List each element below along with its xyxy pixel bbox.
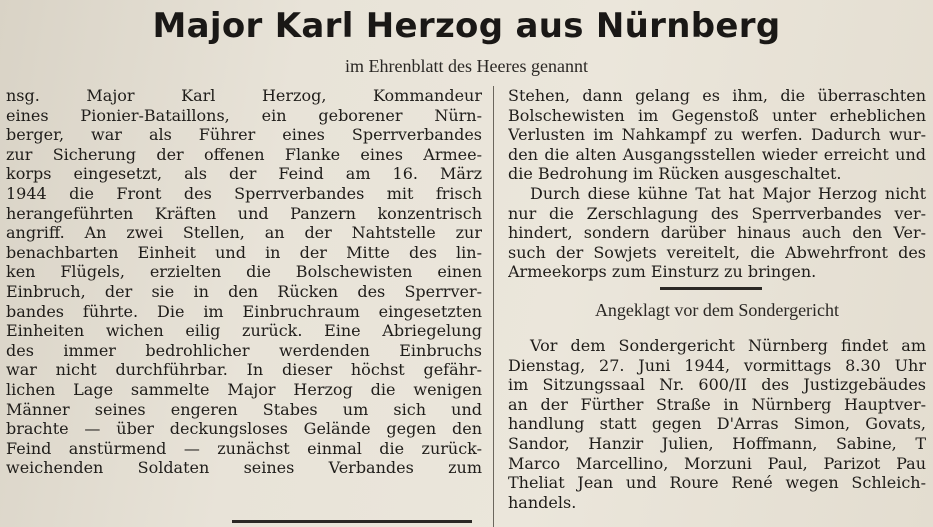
text-line: handlung statt gegen D'Arras Simon, Govats,	[508, 414, 926, 434]
text-line: Dienstag, 27. Juni 1944, vormittags 8.30 Uhr	[508, 355, 926, 375]
text-line: hindert, sondern darüber hinaus auch den Ver-	[508, 223, 926, 243]
text-line: weichenden Soldaten seines Verbandes zum	[6, 458, 482, 478]
text-line: zur Sicherung der offenen Flanke eines Armee-	[6, 144, 482, 164]
text-line: lichen Lage sammelte Major Herzog die wenigen	[6, 379, 482, 399]
text-line: im Sitzungssaal Nr. 600/II des Justizgebäudes	[508, 375, 926, 395]
text-line: herangeführten Kräften und Panzern konzentrisch	[6, 203, 482, 223]
text-line: Bolschewisten im Gegenstoß unter erheblichen	[508, 105, 926, 125]
text-line: des immer bedrohlicher werdenden Einbruchs	[6, 340, 482, 360]
text-line: Armeekorps zum Einsturz zu bringen.	[508, 262, 817, 282]
text-line: war nicht durchführbar. In dieser höchst gefähr-	[6, 360, 482, 380]
article-right-column	[508, 86, 926, 282]
text-line: Verlusten im Nahkampf zu werfen. Dadurch wur-	[508, 125, 926, 145]
headline: Major Karl Herzog aus Nürnberg	[152, 6, 781, 46]
text-line: Marco Marcellino, Morzuni Paul, Parizot Pau	[508, 453, 926, 473]
text-line: such der Sowjets vereitelt, die Abwehrfront des	[508, 242, 926, 262]
text-line: den die alten Ausgangsstellen wieder erreicht und	[508, 144, 926, 164]
text-line: brachte — über deckungsloses Gelände gegen den	[6, 419, 482, 439]
text-line: Sandor, Hanzir Julien, Hoffmann, Sabine, T	[508, 433, 926, 453]
text-line: Durch diese kühne Tat hat Major Herzog nicht	[530, 183, 926, 203]
subheadline: im Ehrenblatt des Heeres genannt	[345, 56, 588, 76]
text-line: korps eingesetzt, als der Feind am 16. März	[6, 164, 482, 184]
article-left-column	[6, 86, 482, 478]
text-line: benachbarten Einheit und in der Mitte des lin-	[6, 242, 482, 262]
text-line: ken Flügels, erzielten die Bolschewisten einen	[6, 262, 482, 282]
text-line: berger, war als Führer eines Sperrverbandes	[6, 125, 482, 145]
court-notice-column	[508, 336, 926, 512]
text-line: an der Fürther Straße in Nürnberg Hauptver-	[508, 394, 926, 414]
text-line: Einheiten wichen eilig zurück. Eine Abriegelung	[6, 321, 482, 341]
text-line: Theliat Jean und Roure René wegen Schleich-	[508, 473, 926, 493]
text-line: Feind anstürmend — zunächst einmal die zurück-	[6, 438, 482, 458]
text-line: bandes führte. Die im Einbruchraum eingesetzten	[6, 301, 482, 321]
text-line: Stehen, dann gelang es ihm, die überraschten	[508, 86, 926, 105]
section-rule	[660, 287, 762, 290]
text-line: 1944 die Front des Sperrverbandes mit frisch	[6, 183, 482, 203]
subsection-title: Angeklagt vor dem Sondergericht	[594, 300, 840, 320]
text-line: handels.	[508, 492, 577, 512]
text-line: eines Pionier-Bataillons, ein geborener Nürn-	[6, 105, 482, 125]
text-line: nur die Zerschlagung des Sperrverbandes ver-	[508, 203, 926, 223]
text-line: die Bedrohung im Rücken ausgeschaltet.	[508, 164, 842, 184]
bottom-rule	[232, 520, 472, 523]
text-line: Männer seines engeren Stabes um sich und	[6, 399, 482, 419]
text-line: angriff. An zwei Stellen, an der Nahtstelle zur	[6, 223, 482, 243]
text-line: Einbruch, der sie in den Rücken des Sperrver-	[6, 281, 482, 301]
text-line: nsg. Major Karl Herzog, Kommandeur	[6, 86, 482, 105]
text-line: Vor dem Sondergericht Nürnberg findet am	[530, 336, 926, 355]
column-divider	[493, 86, 494, 527]
